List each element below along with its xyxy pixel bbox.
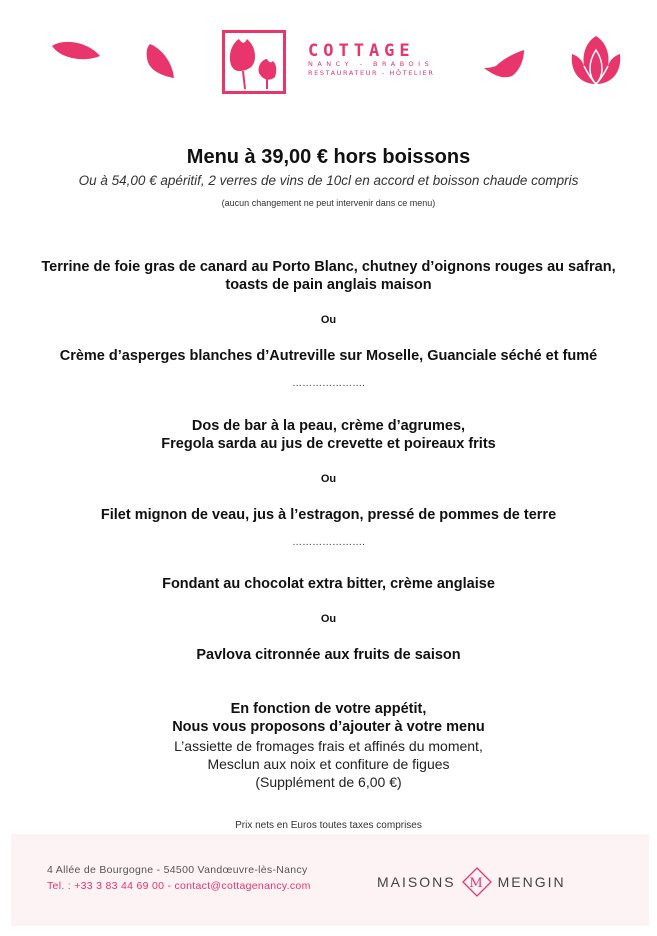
taxes-note: Prix nets en Euros toutes taxes comprises: [235, 820, 422, 831]
partner-logo: [377, 867, 566, 897]
partner-badge-icon: [462, 867, 492, 897]
partner-name-left: MAISONS: [377, 874, 456, 890]
footer-address: 4 Allée de Bourgogne - 54500 Vandœuvre-lès-Nancy: [47, 864, 308, 876]
brand: [308, 42, 435, 78]
extra-heading-line-2: Nous vous proposons d’ajouter à votre menu: [172, 719, 485, 735]
course-separator: ………………….: [292, 378, 365, 389]
dessert-option-1: Fondant au chocolat extra bitter, crème anglaise: [162, 576, 495, 592]
petal-icon: [482, 48, 526, 82]
brand-location: NANCY - BRABOIS: [308, 60, 434, 68]
header: [0, 0, 657, 110]
footer-contact[interactable]: Tel. : +33 3 83 44 69 00 - contact@cottagenancy.com: [47, 880, 311, 892]
petal-icon: [144, 42, 178, 80]
or-label: Ou: [320, 473, 337, 485]
partner-name-right: MENGIN: [497, 874, 566, 890]
main-option-2: Filet mignon de veau, jus à l’estragon, pressé de pommes de terre: [100, 507, 557, 523]
course-separator: ………………….: [292, 537, 365, 548]
partner-badge-letter: M: [468, 876, 485, 891]
logo-icon: [222, 30, 286, 94]
brand-tagline: RESTAURATEUR - HÔTELIER: [308, 69, 435, 77]
extra-line-2: Mesclun aux noix et confiture de figues: [207, 756, 450, 772]
menu-subtitle: Ou à 54,00 € apéritif, 2 verres de vins de 10cl en accord et boisson chaude compris: [78, 173, 579, 188]
or-label: Ou: [320, 613, 337, 625]
dessert-option-2: Pavlova citronnée aux fruits de saison: [196, 647, 461, 663]
or-label: Ou: [320, 314, 337, 326]
menu-note: (aucun changement ne peut intervenir dans ce menu): [221, 198, 436, 208]
rose-icon: [568, 32, 624, 86]
starter-option-1-line-2: toasts de pain anglais maison: [225, 277, 432, 293]
petal-icon: [50, 38, 102, 64]
starter-option-2: Crème d’asperges blanches d’Autreville sur Moselle, Guanciale séché et fumé: [59, 348, 598, 364]
extra-heading-line-1: En fonction de votre appétit,: [230, 701, 427, 717]
extra-line-1: L’assiette de fromages frais et affinés du moment,: [174, 738, 483, 754]
extra-supplement: (Supplément de 6,00 €): [255, 774, 402, 790]
footer: [11, 834, 649, 926]
brand-name: COTTAGE: [308, 41, 415, 61]
starter-option-1-line-1: Terrine de foie gras de canard au Porto Blanc, chutney d’oignons rouges au safran,: [41, 259, 616, 275]
main-option-1-line-1: Dos de bar à la peau, crème d’agrumes,: [191, 418, 466, 434]
menu-title: Menu à 39,00 € hors boissons: [186, 146, 471, 168]
main-option-1-line-2: Fregola sarda au jus de crevette et poireaux frits: [161, 436, 496, 452]
